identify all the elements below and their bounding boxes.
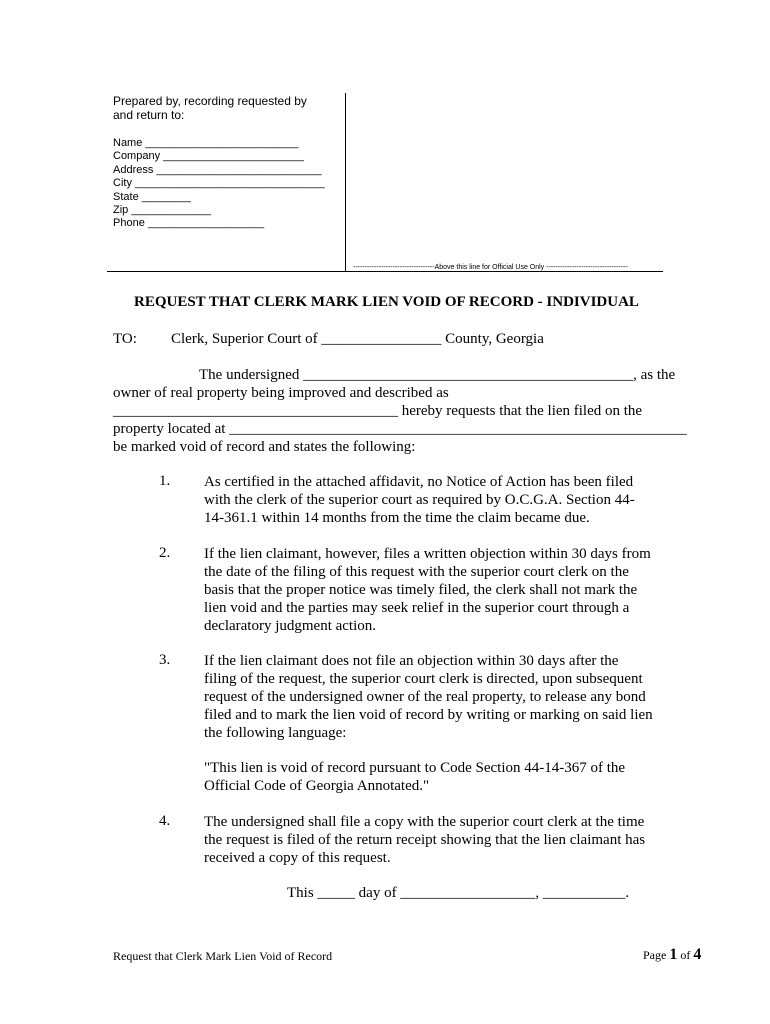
page-indicator — [643, 946, 701, 964]
item-3-line: the following language: — [204, 725, 347, 741]
state-field[interactable]: State ________ — [113, 190, 191, 203]
intro-line-1: The undersigned ____________________________________________, as the — [199, 367, 676, 383]
page-of: of — [680, 948, 691, 962]
item-1-line: As certified in the attached affidavit, no Notice of Action has been filed — [204, 474, 634, 490]
address-field[interactable]: Address ___________________________ — [113, 163, 322, 176]
intro-line-2: owner of real property being improved and described as — [113, 385, 449, 401]
page-number: 1 — [669, 946, 678, 963]
date-line: This _____ day of __________________, ___________. — [287, 885, 630, 901]
return-address-fields — [113, 137, 325, 231]
item-3-line: filed and to mark the lien void of record by writing or marking on said lien — [204, 707, 653, 723]
item-2-line: If the lien claimant, however, files a written objection within 30 days from — [204, 546, 651, 562]
intro-line-3: ______________________________________ hereby requests that the lien filed on the — [113, 403, 643, 419]
item-4-line: the request is filed of the return receipt showing that the lien claimant has — [204, 832, 646, 848]
item-4-line: The undersigned shall file a copy with the superior court clerk at the time — [204, 814, 645, 830]
company-field[interactable]: Company _______________________ — [113, 150, 304, 163]
item-2-number: 2. — [159, 545, 171, 561]
item-3-number: 3. — [159, 652, 171, 668]
item-2-line: lien void and the parties may seek relief in the superior court through a — [204, 600, 630, 616]
name-field[interactable]: Name _________________________ — [113, 137, 299, 149]
item-1-number: 1. — [159, 473, 171, 489]
header-horizontal-divider — [107, 271, 663, 272]
intro-line-5: be marked void of record and states the following: — [113, 439, 416, 455]
phone-field[interactable]: Phone ___________________ — [113, 217, 265, 230]
item-1-line: with the clerk of the superior court as required by O.C.G.A. Section 44- — [204, 492, 635, 508]
document-title: REQUEST THAT CLERK MARK LIEN VOID OF RECORD - INDIVIDUAL — [134, 294, 639, 310]
item-2-line: declaratory judgment action. — [204, 618, 377, 634]
quote-line: "This lien is void of record pursuant to Code Section 44-14-367 of the — [204, 760, 626, 776]
item-3-quote — [204, 759, 625, 795]
page-prefix: Page — [643, 948, 667, 962]
official-use-note: -----------------------------------Above this line for Official Use Only ----------------------------------- — [353, 264, 628, 271]
city-field[interactable]: City _______________________________ — [113, 177, 325, 190]
prepared-by-label — [113, 94, 307, 122]
footer-doc-title: Request that Clerk Mark Lien Void of Record — [113, 949, 333, 963]
to-label: TO: — [113, 331, 137, 347]
item-1-text — [204, 473, 635, 527]
item-4-line: received a copy of this request. — [204, 850, 391, 866]
item-2-text — [204, 545, 651, 635]
prepared-line-1: Prepared by, recording requested by — [113, 94, 307, 108]
prepared-line-2: and return to: — [113, 108, 185, 122]
item-3-line: If the lien claimant does not file an objection within 30 days after the — [204, 653, 619, 669]
intro-line-4: property located at _____________________________________________________________ — [113, 421, 687, 437]
quote-line: Official Code of Georgia Annotated." — [204, 778, 430, 794]
item-4-text — [204, 813, 645, 867]
item-3-line: filing of the request, the superior court clerk is directed, upon subsequent — [204, 671, 643, 687]
header-vertical-divider — [345, 93, 346, 271]
to-recipient: Clerk, Superior Court of ________________ County, Georgia — [171, 331, 544, 347]
item-2-line: basis that the proper notice was timely filed, the clerk shall not mark the — [204, 582, 638, 598]
item-3-text — [204, 652, 653, 742]
item-2-line: the date of the filing of this request with the superior court clerk on the — [204, 564, 629, 580]
page-total: 4 — [693, 946, 702, 963]
item-3-line: request of the undersigned owner of the real property, to release any bond — [204, 689, 646, 705]
item-4-number: 4. — [159, 813, 171, 829]
item-1-line: 14-361.1 within 14 months from the time the claim became due. — [204, 510, 590, 526]
zip-field[interactable]: Zip _____________ — [113, 204, 211, 217]
